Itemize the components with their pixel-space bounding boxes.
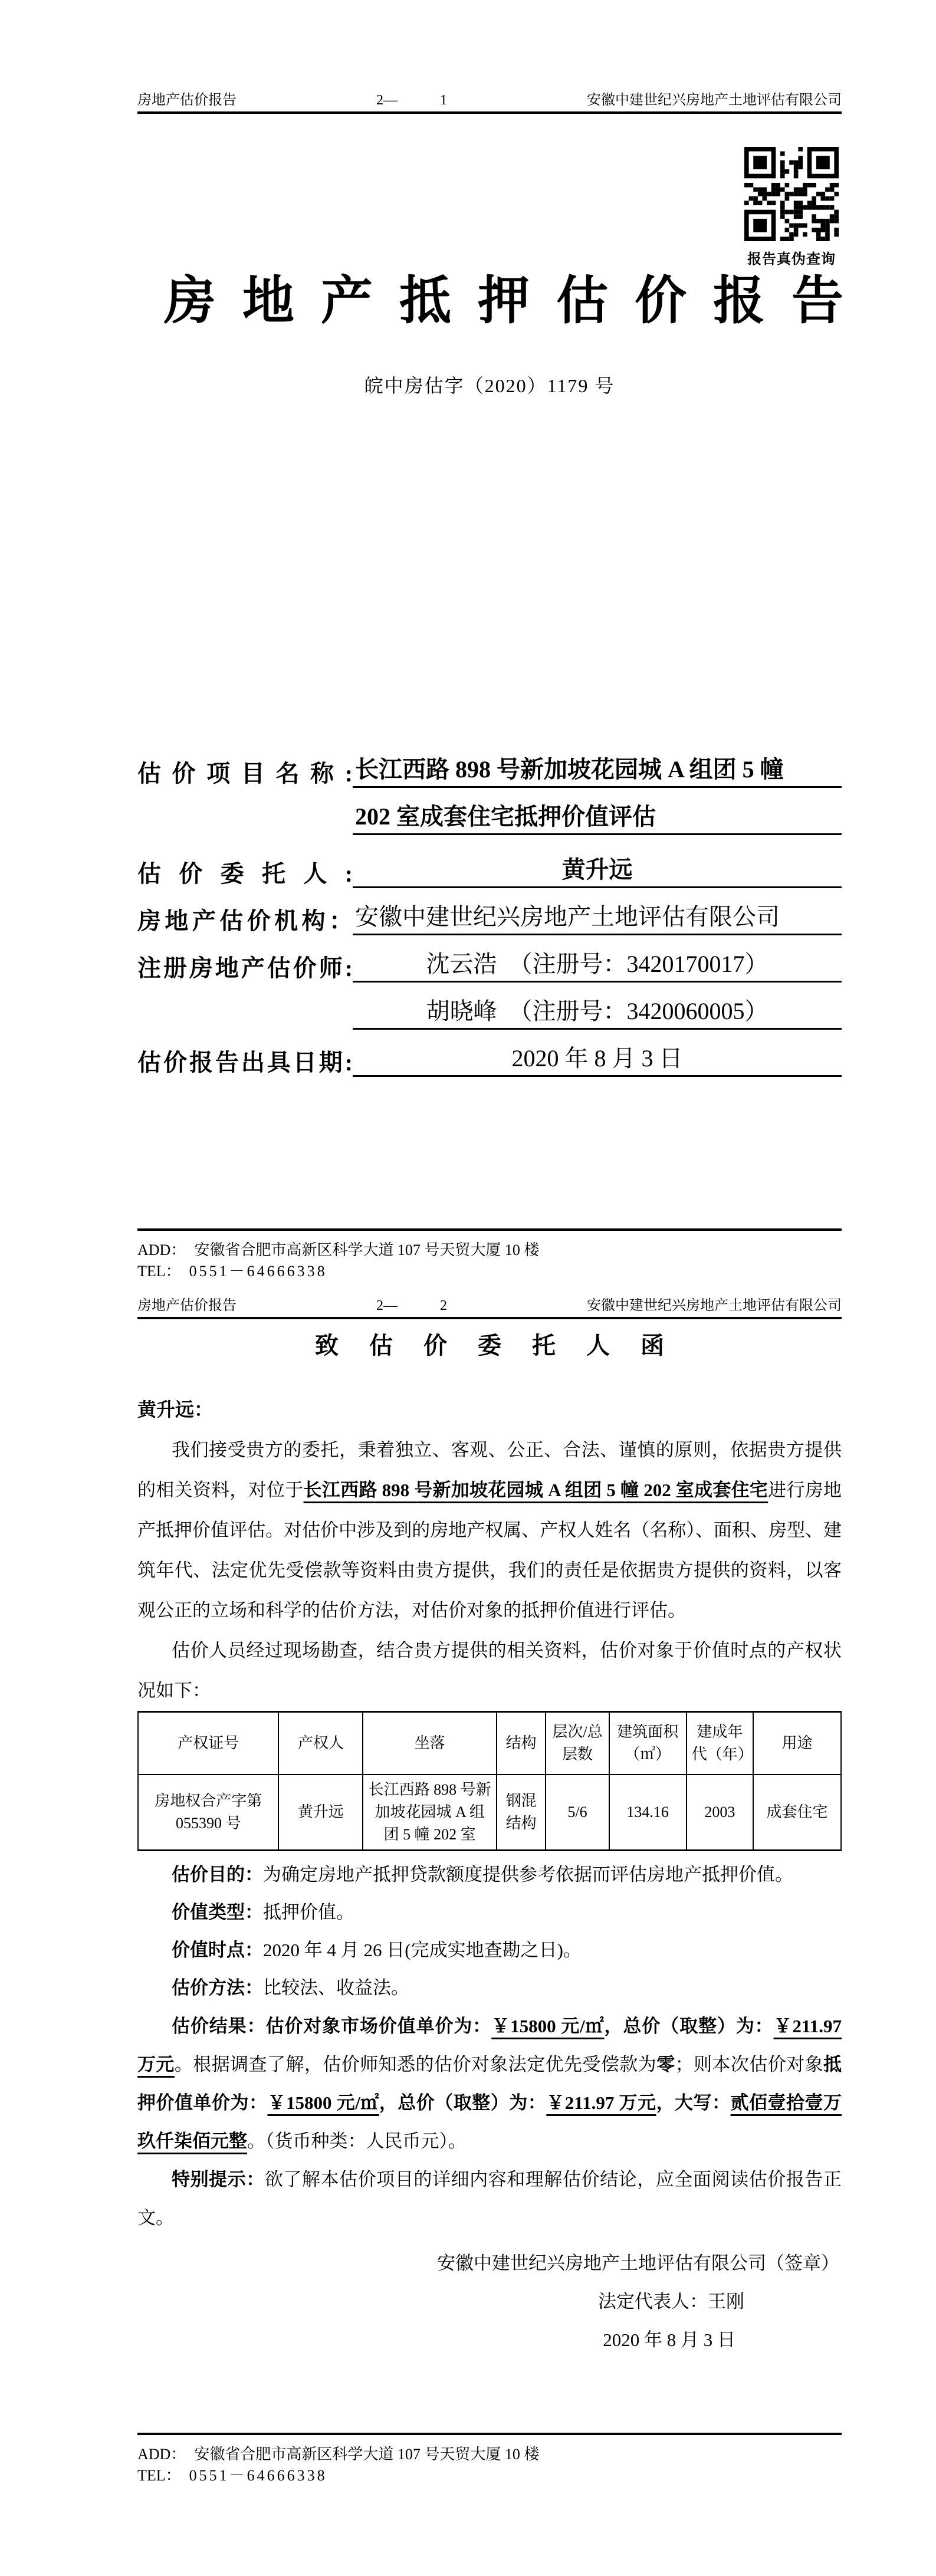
cell-area: 134.16 [609, 1775, 687, 1851]
footer-tel-line [137, 1261, 842, 1282]
field-client [137, 841, 842, 888]
zero-emphasis: 零 [656, 2054, 675, 2075]
field-project-name [137, 741, 842, 788]
col-area: 建筑面积（㎡） [609, 1712, 687, 1775]
paragraph-text: 我们接受贵方的委托，秉着独立、客观、公正、合法、谨慎的原则，依据贵方提供的相关资料，对位于 [137, 1440, 842, 1500]
cell-location: 长江西路 898 号新加坡花园城 A 组团 5 幢 202 室 [363, 1775, 496, 1851]
field-value: 2020 年 8 月 3 日 [353, 1044, 842, 1077]
col-use: 用途 [753, 1712, 841, 1775]
footer-address-line [137, 1240, 842, 1261]
page-2 [137, 1297, 842, 1319]
field-label: 估 价 委 托 人 : [137, 860, 353, 887]
field-label: 注册房地产估价师: [137, 955, 353, 981]
item-purpose [137, 1856, 842, 1894]
footer-address-label: ADD： [137, 2446, 186, 2463]
item-value-date [137, 1931, 842, 1969]
header-company-name: 安徽中建世纪兴房地产土地评估有限公司 [587, 93, 842, 108]
special-note-text: 欲了解本估价项目的详细内容和理解估价结论，应全面阅读估价报告正文。 [137, 2169, 842, 2228]
property-rights-table [137, 1711, 842, 1851]
property-address-emphasis: 长江西路 898 号新加坡花园城 A 组团 5 幢 202 室成套住宅 [303, 1480, 768, 1500]
field-issue-date [137, 1030, 842, 1077]
field-agency [137, 888, 842, 935]
table-header-row [138, 1712, 841, 1775]
result-text: 抵押价值单价为： [137, 2054, 842, 2113]
signature-date: 2020 年 8 月 3 日 [603, 2329, 735, 2350]
item-label: 价值类型： [172, 1902, 263, 1923]
field-label: 估价报告出具日期: [137, 1049, 353, 1076]
footer-address-line [137, 2444, 842, 2465]
page2-running-header [137, 1297, 842, 1319]
header-company-name: 安徽中建世纪兴房地产土地评估有限公司 [587, 1298, 842, 1313]
cell-owner: 黄升远 [278, 1775, 363, 1851]
special-note-label: 特别提示： [172, 2169, 265, 2190]
footer-address: 安徽省合肥市高新区科学大道 107 号天贸大厦 10 楼 [194, 1241, 540, 1259]
result-text: ，总价（取整）为： [604, 2016, 774, 2036]
result-text: 。（货币种类：人民币元）。 [247, 2131, 467, 2151]
item-text: 抵押价值。 [263, 1902, 354, 1923]
footer-address: 安徽省合肥市高新区科学大道 107 号天贸大厦 10 楼 [194, 2446, 540, 2463]
col-location: 坐落 [363, 1712, 496, 1775]
report-title: 房地产抵押估价报告 [164, 273, 871, 330]
paragraph-text: 估价人员经过现场勘查，结合贵方提供的相关资料，估价对象于价值时点的产权状况如下： [137, 1640, 842, 1701]
result-text: ，大写： [656, 2092, 731, 2113]
signature-legal-representative: 法定代表人：王刚 [598, 2291, 744, 2312]
field-value: 安徽中建世纪兴房地产土地评估有限公司 [353, 903, 842, 935]
col-structure: 结构 [497, 1712, 546, 1775]
field-value: 202 室成套住宅抵押价值评估 [353, 803, 842, 835]
footer-tel-number: 0551－64666338 [189, 1263, 327, 1280]
letter-paragraph-2 [137, 1631, 842, 1711]
page1-footer [137, 1228, 842, 1282]
result-paragraph [137, 2007, 842, 2160]
item-label: 估价目的： [172, 1864, 263, 1885]
col-floor: 层次/总层数 [546, 1712, 609, 1775]
page-1 [0, 0, 936, 1077]
item-methods [137, 1969, 842, 2007]
report-doc-number: 皖中房估字（2020）1179 号 [364, 375, 615, 396]
unit-price-value: ￥15800 元/㎡ [491, 2016, 605, 2036]
cell-year-built: 2003 [687, 1775, 753, 1851]
field-appraiser-1 [137, 935, 842, 983]
result-label: 估价结果： [172, 2016, 266, 2036]
item-value-type [137, 1894, 842, 1931]
footer-tel-label: TEL： [137, 1263, 181, 1280]
field-value: 黄升远 [353, 856, 842, 888]
header-pages-total: 2— [376, 93, 398, 108]
letter-paragraph-1 [137, 1430, 842, 1631]
item-label: 估价方法： [172, 1977, 263, 1998]
cell-floor: 5/6 [546, 1775, 609, 1851]
signature-block [137, 2244, 842, 2359]
cell-structure: 钢混结构 [497, 1775, 546, 1851]
col-cert-number: 产权证号 [138, 1712, 278, 1775]
table-row [138, 1775, 841, 1851]
cell-use: 成套住宅 [753, 1775, 841, 1851]
header-page-number: 1 [440, 93, 447, 108]
qr-code-icon [744, 147, 839, 241]
field-value: 沈云浩 （注册号：3420170017） [353, 950, 842, 983]
paragraph-text: 进行房地产抵押价值评估。对估价中涉及到的房地产权属、产权人姓名（名称）、面积、房型、建筑年代、法定优先受偿款等资料由贵方提供，我们的责任是依据贵方提供的资料，以客观公正的立场和科学的估价方法，对估价对象的抵押价值进行评估。 [137, 1480, 842, 1621]
qr-block [741, 147, 842, 268]
page1-running-header [137, 0, 842, 114]
header-page-mark [376, 1297, 447, 1314]
item-text: 为确定房地产抵押贷款额度提供参考依据而评估房地产抵押价值。 [263, 1864, 793, 1885]
footer-tel-line [137, 2465, 842, 2486]
col-owner: 产权人 [278, 1712, 363, 1775]
appraisal-result [137, 2007, 842, 2237]
header-pages-total: 2— [376, 1298, 398, 1313]
letter-salutation: 黄升远： [137, 1399, 214, 1420]
letter-title: 致估价委托人函 [315, 1332, 695, 1359]
field-label: 房地产估价机构： [137, 908, 353, 934]
field-value: 长江西路 898 号新加坡花园城 A 组团 5 幢 [353, 755, 842, 788]
item-text: 2020 年 4 月 26 日(完成实地查勘之日)。 [263, 1940, 582, 1960]
result-text: ，总价（取整）为： [379, 2092, 547, 2113]
total-price-capital-words: 贰佰壹拾壹万玖仟柒佰元整 [137, 2092, 842, 2151]
qr-caption: 报告真伪查询 [747, 252, 836, 267]
mortgage-unit-price-value: ￥15800 元/㎡ [267, 2092, 379, 2113]
footer-tel-number: 0551－64666338 [189, 2467, 327, 2484]
cell-cert-number: 房地权合产字第055390 号 [138, 1775, 278, 1851]
item-text: 比较法、收益法。 [263, 1977, 409, 1998]
field-project-name-cont [137, 788, 842, 835]
header-page-mark [376, 92, 447, 109]
header-doc-type: 房地产估价报告 [137, 1298, 237, 1313]
signature-company: 安徽中建世纪兴房地产土地评估有限公司（签章） [437, 2253, 839, 2273]
field-appraiser-2 [137, 983, 842, 1030]
field-value: 胡晓峰 （注册号：3420060005） [353, 997, 842, 1030]
cover-fields [137, 741, 842, 1077]
footer-address-label: ADD： [137, 1241, 186, 1259]
appraisal-summary-items [137, 1856, 842, 2007]
field-label: 估 价 项 目 名 称 : [137, 760, 353, 787]
header-doc-type: 房地产估价报告 [137, 93, 237, 108]
header-page-number: 2 [440, 1298, 447, 1313]
special-note-paragraph [137, 2160, 842, 2237]
mortgage-total-price-value: ￥211.97 万元 [546, 2092, 656, 2113]
item-label: 价值时点： [172, 1940, 263, 1960]
total-price-value: ￥211.97 万元 [137, 2016, 842, 2075]
col-year-built: 建成年代（年） [687, 1712, 753, 1775]
result-text: ；则本次估价对象 [675, 2054, 824, 2075]
letter-to-client [137, 1328, 842, 2359]
result-text: 估价对象市场价值单价为： [265, 2016, 492, 2036]
letter-body [137, 1430, 842, 1711]
page2-footer [137, 2433, 842, 2486]
footer-tel-label: TEL： [137, 2467, 181, 2484]
result-text: 。根据调查了解，估价师知悉的估价对象法定优先受偿款为 [174, 2054, 657, 2075]
